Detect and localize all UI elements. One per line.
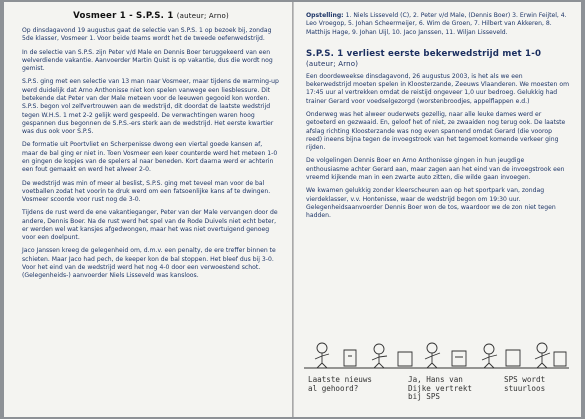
cartoon-figure (315, 343, 356, 368)
paragraph: We kwamen gelukkig zonder kleerscheuren aan op het sportpark van, zondag vierdeklasser, v.v. Hontenisse, waar de wedstrijd begon om 19:30 uur. Gelegenheidsaanvoerder Dennis Boer won de tos, waardoor we de zon niet tegen hadden. (306, 187, 556, 220)
title-text: Vosmeer 1 - S.P.S. 1 (73, 11, 174, 21)
cartoon-drawing (304, 332, 569, 374)
paragraph: Een doordeweekse dinsdagavond, 26 augustus 2003, is het als we een bekerwedstrijd moeten spelen in Kloosterzande, Zeeuws Vlaanderen. We moesten om 17:45 uur al vertrekken omdat de reistijd ongeveer 1,0 uur bedroeg. Gelukkig had trainer Gerard voor voedselgezorgd (worstenbroodjes, appelflappen e.d.) (306, 72, 570, 105)
paragraph: De wedstrijd was min of meer al beslist, S.P.S. ging met teveel man voor de bal voetballen zodat het voorin te druk werd om een fatsoenlijke kans af te dwingen. Vosmeer scoorde voor rust nog de 3-0. (22, 179, 271, 204)
cartoon-caption: SPS wordt stuurloos (504, 375, 546, 393)
paragraph: S.P.S. ging met een selectie van 13 man naar Vosmeer, maar tijdens de warming-up werd duidelijk dat Arno Anthonisse niet kon spelen vanwege een liesblessure. Dit betekende dat Peter van der Male meteen voor de leeuwen gegooid kon worden. S.P.S. begon vol zelfvertrouwen aan de wedstrijd, dit doordat de laatste wedstrijd tegen W.H.S. 1 met 2-2 gelijk werd gespeeld. De verwachtingen waren hoog gespannen dus begonnen de S.P.S.-ers sterk aan de wedstrijd. Het eerste kwartier was dus ook voor S.P.S. (22, 78, 279, 136)
right-page (294, 2, 581, 417)
paragraph: De volgelingen Dennis Boer en Arno Anthonisse gingen in hun jeugdige enthousiasme achter Gerard aan, maar zagen aan het eind van de invoegstrook een vreemd kijkende man in een zwarte auto zitten, die wilde gaan invoegen. (306, 157, 565, 181)
book-spread (4, 2, 581, 417)
cartoon-caption: Laatste nieuws al gehoord? (308, 375, 373, 393)
cartoon-figure (425, 343, 466, 368)
paragraph: Jaco Janssen kreeg de gelegenheid om, d.m.v. een penalty, de ere treffer binnen te schieten. Maar Jaco had pech, de keeper kon de bal stoppen. Het bleef dus bij 3-0. Voor het eind van de wedstrijd werd het nog 4-0 door een verwoestend schot. (Gelegenheids-) aanvoerder Niels Lisseveld was kansloos. (22, 247, 276, 280)
cartoon-figure (482, 344, 520, 368)
cartoon-figure (535, 343, 566, 368)
paragraph: Tijdens de rust werd de ene vakantieganger, Peter van der Male vervangen door de andere, Dennis Boer. Na de rust werd het spel van de Rode Duivels niet echt beter, er werden wel wat kansjes afgedwongen, maar het was niet overtuigend genoeg voor een doelpunt. (22, 209, 278, 242)
paragraph: Onderweg was het alweer ouderwets gezellig, naar alle leuke dames werd er getoeterd en gezwaaid. En, geloof het of niet, ze zwaaiden nog terug ook. De laatste afslag richting Kloosterzande was nog even spannend omdat Gerard (die voorop reed) ineens bijna tegen de invoegstrook van het tegemoet komende verkeer ging rijden. (306, 110, 566, 152)
paragraph: Op dinsdagavond 19 augustus gaat de selectie van S.P.S. 1 op bezoek bij, zondag 5de klasser, Vosmeer 1. Voor beide teams wordt het de tweede oefenwedstrijd. (22, 27, 272, 43)
cartoon-caption: Ja, Hans van Dijke vertrekt bij SPS (408, 375, 473, 402)
cartoon-figure (372, 344, 412, 368)
article-title-left (22, 11, 280, 21)
lineup-text: 1. Niels Lisseveld (C), 2. Peter v/d Male, (Dennis Boer) 3. Erwin Feijtel, 4. Leo Vroegop, 5. Johan Scheermeijer, 6. Wim de Groen, 7. Hilbert van Akkeren, 8. Matthijs Hage, 9. Johan Uijl, 10. Jaco Janssen, 11. Wiljan Lisseveld. (306, 12, 567, 36)
author-credit: (auteur; Arno) (306, 59, 359, 68)
left-page (4, 2, 292, 417)
article-title-right (306, 49, 569, 69)
author-credit: (auteur; Arno) (176, 12, 229, 20)
cartoon-strip (304, 332, 569, 412)
lineup (306, 12, 569, 37)
paragraph: De formatie uit Poortvliet en Scherpenisse dwong een viertal goede kansen af, maar de bal ging er niet in. Toen Vosmeer een keer counterde werd het meteen 1-0 en gingen de kopjes van de spelers al naar beneden. Kort daarna werd er achterin een fout gemaakt en werd het alweer 2-0. (22, 141, 278, 174)
title-text: S.P.S. 1 verliest eerste bekerwedstrijd met 1-0 (306, 48, 542, 59)
paragraph: In de selectie van S.P.S. zijn Peter v/d Male en Dennis Boer teruggekeerd van een welverdiende vakantie. Aanvoerder Martin Quist is op vakantie, dus die wordt nog gemist. (22, 48, 273, 73)
lineup-label: Opstelling: (306, 12, 344, 19)
